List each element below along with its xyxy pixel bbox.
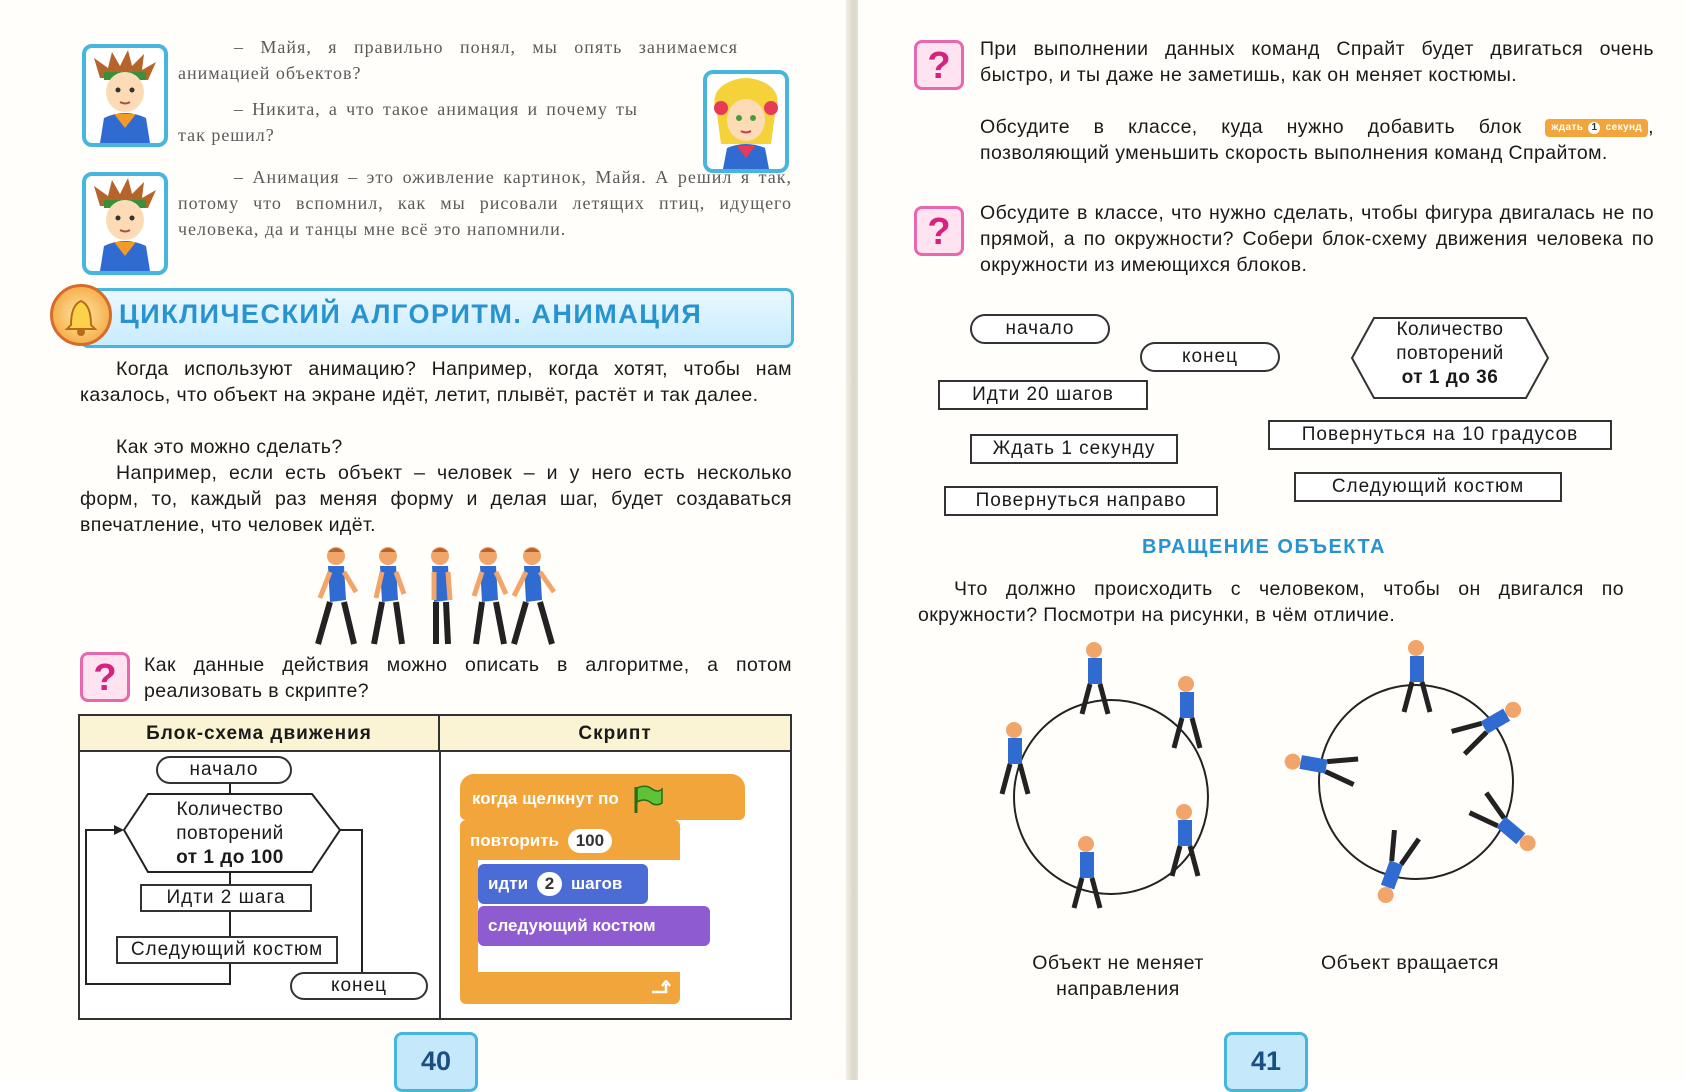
section-text: Что должно происходить с человеком, чтобы он двигался по окружности? Посмотри на рисунки, в чём отличие. xyxy=(918,578,1624,626)
hat-block-label: когда щелкнут по xyxy=(472,789,619,808)
block-wait: Ждать 1 секунду xyxy=(970,434,1178,464)
dialogue-line-1: – Майя, я правильно понял, мы опять занимаемся анимацией объектов? xyxy=(178,37,738,83)
walker-figure xyxy=(474,547,506,644)
rotating-circle-illustration xyxy=(1278,636,1558,916)
walker-figure xyxy=(431,547,450,644)
walker-figure xyxy=(1404,640,1430,712)
chip-right-label: секунд xyxy=(1605,121,1643,133)
flow-step: Идти 2 шага xyxy=(140,884,312,912)
walker-figure xyxy=(374,547,404,644)
block-next-costume: Следующий костюм xyxy=(1294,472,1562,502)
scratch-move-block xyxy=(478,864,648,904)
avatar-nikita-2 xyxy=(82,172,168,275)
question-text: Как данные действия можно описать в алгоритме, а потом реализовать в скрипте? xyxy=(144,654,792,702)
q1-text-b: Обсудите в классе, куда нужно добавить блок xyxy=(980,116,1522,138)
scratch-costume-block xyxy=(478,906,710,946)
dialogue-line-2: – Никита, а что такое анимация и почему ты так решил? xyxy=(178,99,638,145)
block-loop-line-2: повторений xyxy=(1396,343,1504,364)
page-number-right: 41 xyxy=(1224,1032,1308,1092)
walker-figure xyxy=(1172,804,1198,876)
left-page xyxy=(0,0,850,1080)
q1-text-c: , позволяющий уменьшить скорость выполнения команд Спрайтом. xyxy=(980,116,1654,164)
caption-left: Объект не меняет направления xyxy=(1032,952,1204,1000)
walker-figure xyxy=(1470,793,1542,859)
flow-loop-line-1: Количество xyxy=(176,799,284,820)
table-header-script: Скрипт xyxy=(440,716,790,752)
right-page xyxy=(858,0,1686,1080)
move-label: идти xyxy=(488,874,529,893)
q1-text-b-line xyxy=(980,114,1654,166)
flow-loop-line-2: повторений xyxy=(176,823,284,844)
wait-block-chip xyxy=(1545,119,1648,137)
walker-figure xyxy=(1082,642,1108,714)
paragraph-1: Когда используют анимацию? Например, когда хотят, чтобы нам казалось, что объект на экране идёт, летит, плывёт, растёт и так далее. xyxy=(80,358,792,406)
table-header-flowchart: Блок-схема движения xyxy=(80,716,440,752)
chip-number: 1 xyxy=(1588,122,1600,134)
move-count[interactable]: 2 xyxy=(537,872,562,896)
avatar-maya xyxy=(703,70,789,173)
walker-figure xyxy=(1452,695,1527,754)
flow-loop-line-3: от 1 до 100 xyxy=(176,847,284,868)
next-costume-label: следующий костюм xyxy=(488,916,656,935)
walker-figure xyxy=(318,547,356,644)
block-walk: Идти 20 шагов xyxy=(938,380,1148,410)
block-start: начало xyxy=(970,314,1110,344)
question-mark-icon: ? xyxy=(914,206,964,256)
walker-figure xyxy=(514,547,554,644)
page-number-left: 40 xyxy=(394,1032,478,1092)
repeat-header xyxy=(470,824,616,858)
algorithm-table xyxy=(78,714,792,1020)
question-mark-icon: ? xyxy=(914,40,964,90)
walker-figure xyxy=(1283,746,1358,784)
chip-left-label: ждать xyxy=(1551,121,1584,133)
section-heading: ВРАЩЕНИЕ ОБЪЕКТА xyxy=(1142,536,1386,558)
paragraph-2: Как это можно сделать? xyxy=(116,436,343,458)
flow-next-costume: Следующий костюм xyxy=(116,936,338,964)
walking-sequence-illustration xyxy=(300,544,570,652)
repeat-count[interactable]: 100 xyxy=(568,829,612,853)
repeat-label: повторить xyxy=(470,831,559,850)
flow-end: конец xyxy=(290,972,428,1000)
block-turn-right: Повернуться направо xyxy=(944,486,1218,516)
caption-right: Объект вращается xyxy=(1321,952,1499,974)
block-turn-degrees: Повернуться на 10 градусов xyxy=(1268,420,1612,450)
loop-arrow-icon xyxy=(650,980,672,998)
walker-figure xyxy=(1074,836,1100,908)
walker-figure xyxy=(1370,830,1419,907)
q2-text: Обсудите в классе, что нужно сделать, чтобы фигура двигалась не по прямой, а по окружности? Собери блок-схему движения человека по окружности из имеющихся блоков. xyxy=(980,202,1654,276)
block-loop-line-1: Количество xyxy=(1396,319,1504,340)
block-end: конец xyxy=(1140,342,1280,372)
paragraph-3: Например, если есть объект – человек – и у него есть несколько форм, то, каждый раз меняя форму и делая шаг, будет создаваться впечатление, что человек идёт. xyxy=(80,462,792,536)
dialogue-line-3: – Анимация – это оживление картинок, Майя. А решил я так, потому что вспомнил, как мы рисовали летящих птиц, идущего человека, да и танцы мне всё это напомнили. xyxy=(178,167,792,239)
non-rotating-circle-illustration xyxy=(998,640,1238,940)
section-banner xyxy=(80,288,794,348)
flow-start: начало xyxy=(156,756,292,784)
move-suffix: шагов xyxy=(570,874,623,893)
block-loop-line-3: от 1 до 36 xyxy=(1401,367,1499,388)
q1-text-a: При выполнении данных команд Спрайт будет двигаться очень быстро, и ты даже не заметишь, как он меняет костюмы. xyxy=(980,38,1654,86)
avatar-nikita xyxy=(82,44,168,147)
scratch-hat-block xyxy=(460,774,745,820)
banner-title: ЦИКЛИЧЕСКИЙ АЛГОРИТМ. АНИМАЦИЯ xyxy=(119,299,703,329)
scratch-script xyxy=(460,774,770,1004)
question-mark-icon: ? xyxy=(80,652,130,702)
bell-icon xyxy=(50,284,112,346)
green-flag-icon xyxy=(630,785,664,815)
